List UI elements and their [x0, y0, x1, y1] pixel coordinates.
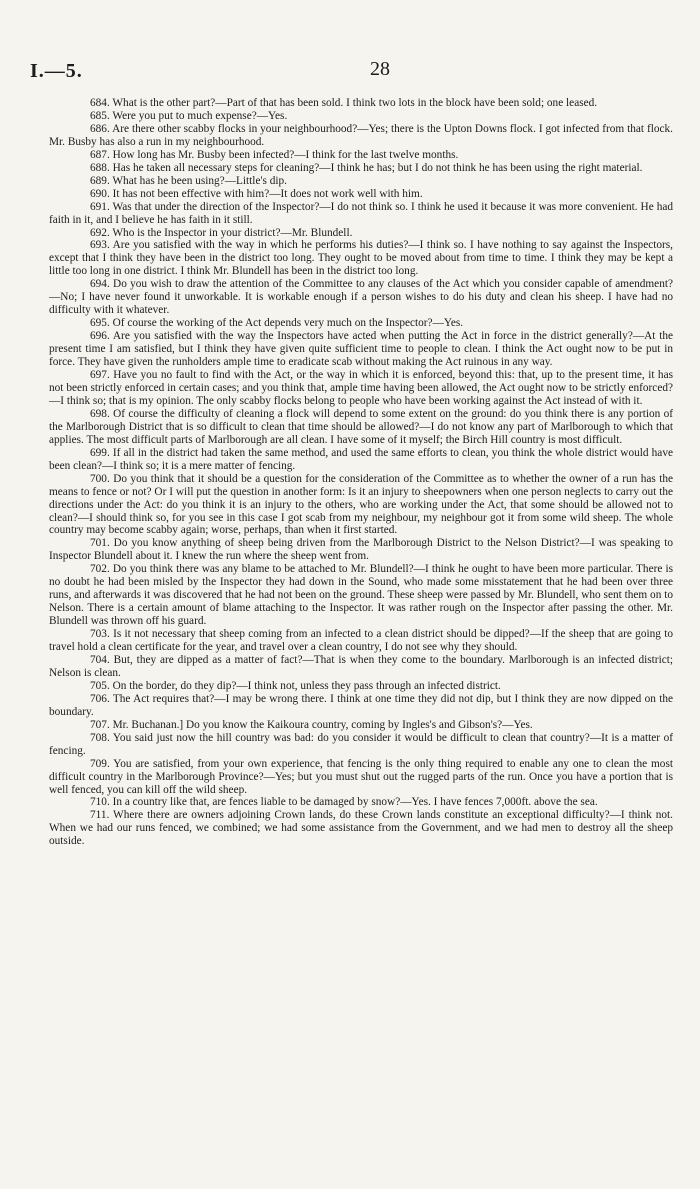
question-answer-paragraph: 700. Do you think that it should be a question for the consideration of the Committee as to whether the owner of a run has the means to fence or not? Or I will put the question in another form: Is it an injury to sheepowners when one person neglects to carry out the directions under the Act: do you think it is an injury to the others, who are working under the Act, that some should be allowed not to clean?—I should think so, for you see in this case I got scab from my neighbour, my neighbour got it from some wild sheep. The whole country may become scabby again; worse, perhaps, than when it first started. [49, 472, 673, 537]
question-answer-paragraph: 690. It has not been effective with him?—It does not work well with him. [90, 187, 423, 200]
question-answer-paragraph: 687. How long has Mr. Busby been infected?—I think for the last twelve months. [90, 148, 459, 161]
question-answer-paragraph: 708. You said just now the hill country was bad: do you consider it would be difficult to clean that country?—It is a matter of fencing. [49, 731, 673, 757]
question-answer-paragraph: 707. Mr. Buchanan.] Do you know the Kaikoura country, coming by Ingles's and Gibson's?—Yes. [90, 718, 533, 731]
question-answer-paragraph: 706. The Act requires that?—I may be wrong there. I think at one time they did not dip, but I think they are now dipped on the boundary. [49, 692, 673, 718]
question-answer-paragraph: 697. Have you no fault to find with the Act, or the way in which it is enforced, beyond this: that, up to the present time, it has not been strictly enforced in certain cases; and you think that, ample time having been allowed, the Act ought now to be strictly enforced?—I think so; that is my opinion. The only scabby flocks belong to people who have been working against the Act instead of with it. [49, 369, 673, 407]
page-number: 28 [370, 58, 390, 80]
question-answer-paragraph: 704. But, they are dipped as a matter of fact?—That is when they come to the boundary. Marlborough is an infected district; Nelson is clean. [49, 653, 673, 679]
document-reference: I.—5. [30, 60, 83, 82]
question-answer-paragraph: 701. Do you know anything of sheep being driven from the Marlborough District to the Nelson District?—I was speaking to Inspector Blundell about it. I knew the run where the sheep went from. [49, 537, 673, 563]
question-answer-paragraph: 705. On the border, do they dip?—I think not, unless they pass through an infected district. [90, 679, 501, 692]
question-answer-paragraph: 686. Are there other scabby flocks in your neighbourhood?—Yes; there is the Upton Downs flock. I got infected from that flock. Mr. Busby has also a run in my neighbourhood. [49, 122, 673, 148]
question-answer-paragraph: 692. Who is the Inspector in your district?—Mr. Blundell. [90, 226, 353, 239]
question-answer-paragraph: 699. If all in the district had taken the same method, and used the same efforts to clean, you think the whole district would have been clean?—I think so; it is a mere matter of fencing. [49, 446, 673, 472]
question-answer-paragraph: 694. Do you wish to draw the attention of the Committee to any clauses of the Act which you consider capable of amendment?—No; I have never found it unworkable. It is workable enough if a person wishes to do his duty and clean his sheep. I have had no difficulty with it whatever. [49, 278, 673, 317]
question-answer-paragraph: 698. Of course the difficulty of cleaning a flock will depend to some extent on the ground: do you think there is any portion of the Marlborough District that is so difficult to clean that time should be allowed?—I do not know any part of Marlborough to which that applies. The most difficult parts of Marlborough are all clean. I have some of it myself; the Birch Hill country is most difficult. [49, 407, 673, 446]
question-answer-paragraph: 711. Where there are owners adjoining Crown lands, do these Crown lands constitute an exceptional difficulty?—I think not. When we had our runs fenced, we combined; we had some assistance from the Government, and we had men to destroy all the sheep outside. [49, 809, 673, 848]
question-answer-paragraph: 688. Has he taken all necessary steps for cleaning?—I think he has; but I do not think he has been using the right material. [90, 161, 643, 174]
question-answer-paragraph: 691. Was that under the direction of the Inspector?—I do not think so. I think he used it because it was more convenient. He had faith in it, and I believe he has faith in it still. [49, 200, 673, 226]
question-answer-paragraph: 689. What has he been using?—Little's dip. [90, 174, 287, 187]
question-answer-paragraph: 709. You are satisfied, from your own experience, that fencing is the only thing required to enable any one to clean the most difficult country in the Marlborough Province?—Yes; but you must shut out the rugged parts of the run. Once you have a portion that is well fenced, you can kill off the wild sheep. [49, 757, 673, 796]
question-answer-paragraph: 695. Of course the working of the Act depends very much on the Inspector?—Yes. [90, 317, 464, 330]
page-header [30, 60, 670, 90]
question-answer-paragraph: 696. Are you satisfied with the way the Inspectors have acted when putting the Act in force in the district generally?—At the present time I am satisfied, but I think they have given quite sufficient time to people to clean. I think the Act ought now to be put in force. They have given the runholders ample time to eradicate scab without making the Act ruinous in any way. [49, 330, 673, 369]
question-answer-paragraph: 702. Do you think there was any blame to be attached to Mr. Blundell?—I think he ought to have been more particular. There is no doubt he had been misled by the Inspector they had down in the Sound, who made some misstatement that he had been over three runs, and afterwards it was discovered that he had not been on the ground. These sheep were passed by Mr. Blundell, who sent them on to Nelson. There is a certain amount of blame attaching to the Inspector. It was rather rough on the Inspector after passing the other. Mr. Blundell was thrown off his guard. [49, 563, 673, 628]
question-answer-paragraph: 684. What is the other part?—Part of that has been sold. I think two lots in the block have been sold; one leased. [90, 97, 598, 109]
evidence-text [49, 97, 673, 848]
question-answer-paragraph: 685. Were you put to much expense?—Yes. [90, 109, 288, 122]
question-answer-paragraph: 710. In a country like that, are fences liable to be damaged by snow?—Yes. I have fences 7,000ft. above the sea. [90, 796, 598, 809]
question-answer-paragraph: 693. Are you satisfied with the way in which he performs his duties?—I think so. I have nothing to say against the Inspectors, except that I think they have been in the district too long. They ought to be moved about from time to time. I think they may be kept a little too long in one district. I think Mr. Blundell has been in the district too long. [49, 239, 673, 278]
question-answer-paragraph: 703. Is it not necessary that sheep coming from an infected to a clean district should be dipped?—If the sheep that are going to travel hold a clean certificate for the year, and travel over a clean country, I do not see why they should. [49, 628, 673, 654]
